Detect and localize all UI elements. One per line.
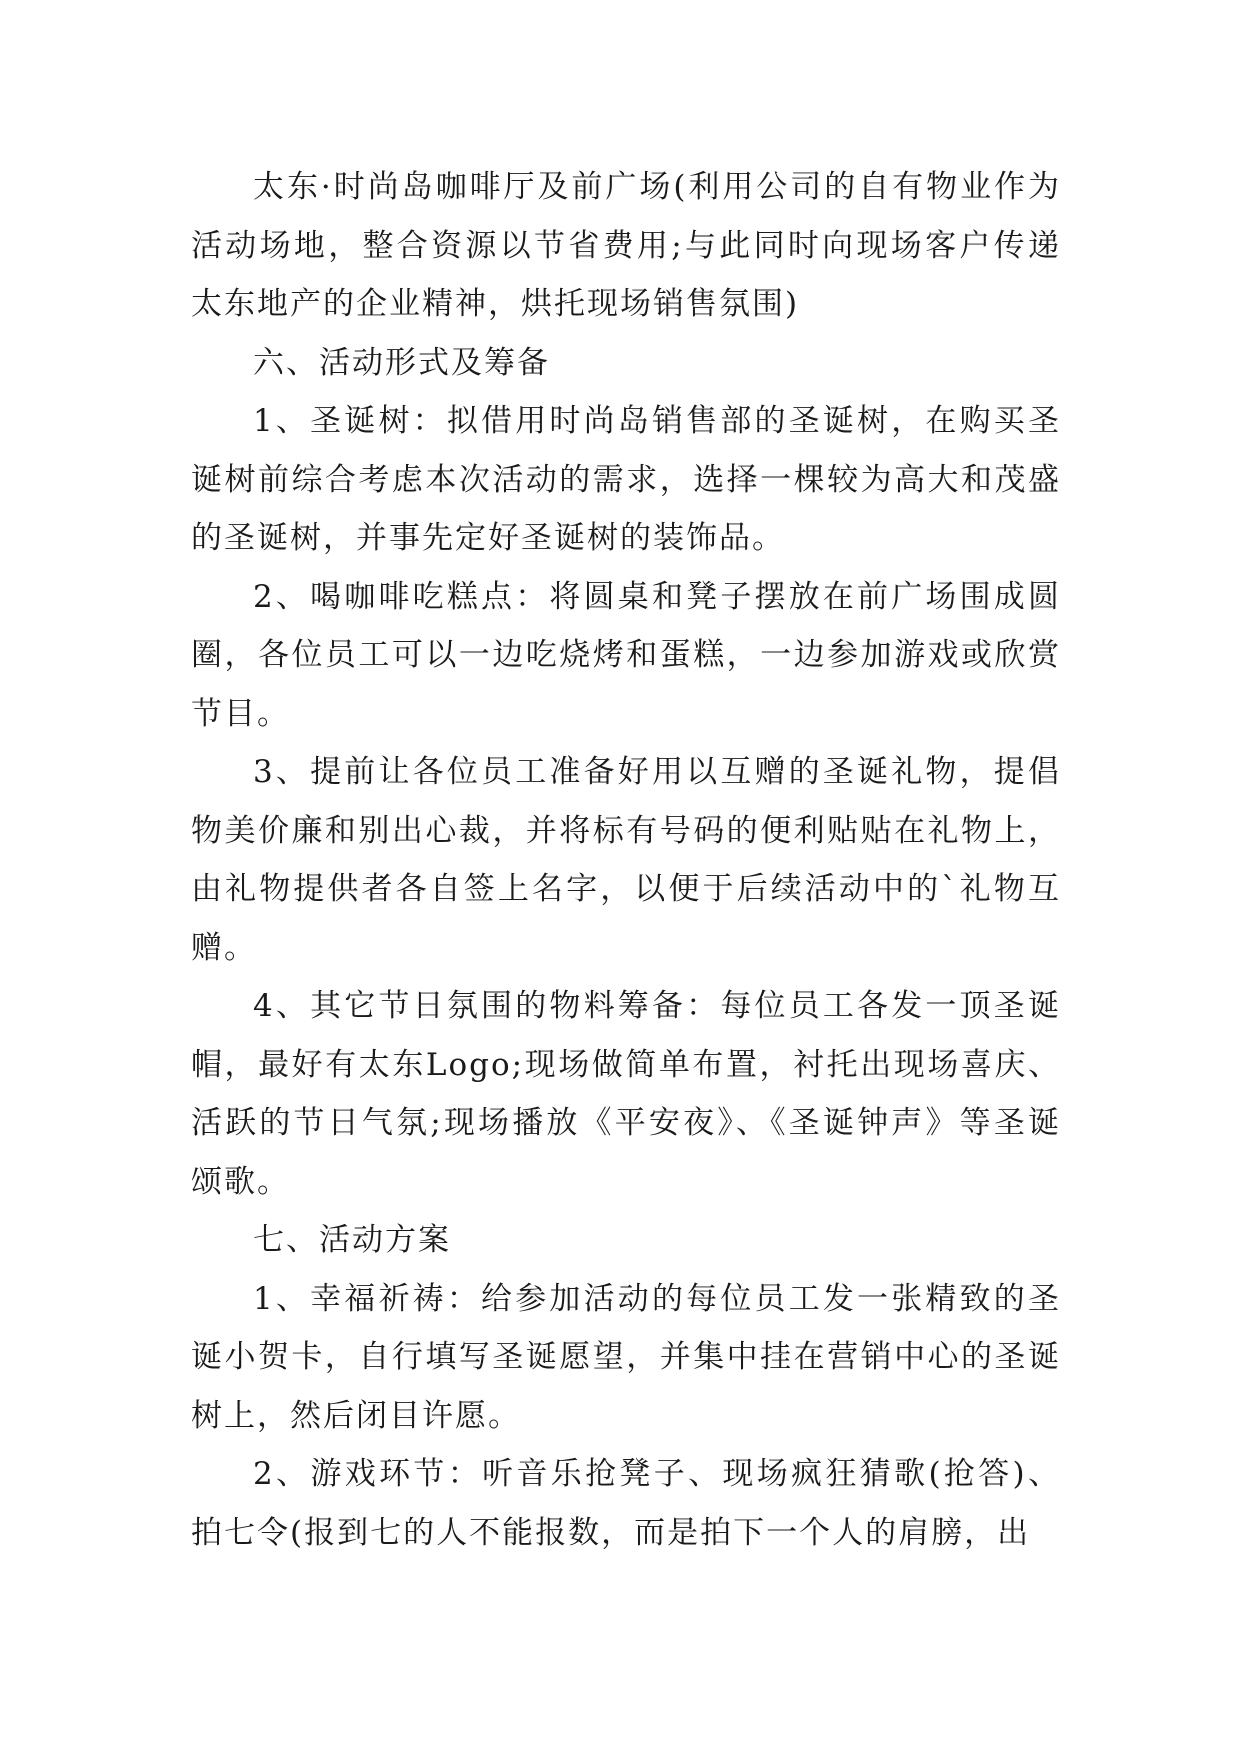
paragraph-atmosphere: 4、其它节日氛围的物料筹备：每位员工各发一顶圣诞帽，最好有太东Logo;现场做简单布置，衬托出现场喜庆、活跃的节日气氛;现场播放《平安夜》、《圣诞钟声》等圣诞颂歌。 <box>191 988 1061 1200</box>
section-heading-7: 七、活动方案 <box>253 1222 451 1258</box>
paragraph-coffee-snacks: 2、喝咖啡吃糕点：将圆桌和凳子摆放在前广场围成圆圈，各位员工可以一边吃烧烤和蛋糕，一边参加游戏或欣赏节目。 <box>191 578 1061 732</box>
paragraph-venue: 太东·时尚岛咖啡厅及前广场(利用公司的自有物业作为活动场地，整合资源以节省费用;与此同时向现场客户传递太东地产的企业精神，烘托现场销售氛围) <box>191 169 1061 322</box>
section-heading-6: 六、活动形式及筹备 <box>253 344 550 381</box>
paragraph-prayer: 1、幸福祈祷：给参加活动的每位员工发一张精致的圣诞小贺卡，自行填写圣诞愿望，并集中挂在营销中心的圣诞树上，然后闭目许愿。 <box>191 1280 1061 1434</box>
paragraph-games: 2、游戏环节：听音乐抢凳子、现场疯狂猜歌(抢答)、拍七令(报到七的人不能报数，而是拍下一个人的肩膀，出 <box>191 1456 1061 1551</box>
paragraph-gifts: 3、提前让各位员工准备好用以互赠的圣诞礼物，提倡物美价廉和别出心裁，并将标有号码的便利贴贴在礼物上，由礼物提供者各自签上名字，以便于后续活动中的`礼物互赠。 <box>191 754 1061 966</box>
document-page <box>191 158 1061 1562</box>
paragraph-christmas-tree: 1、圣诞树：拟借用时尚岛销售部的圣诞树，在购买圣诞树前综合考虑本次活动的需求，选择一棵较为高大和茂盛的圣诞树，并事先定好圣诞树的装饰品。 <box>191 403 1061 556</box>
